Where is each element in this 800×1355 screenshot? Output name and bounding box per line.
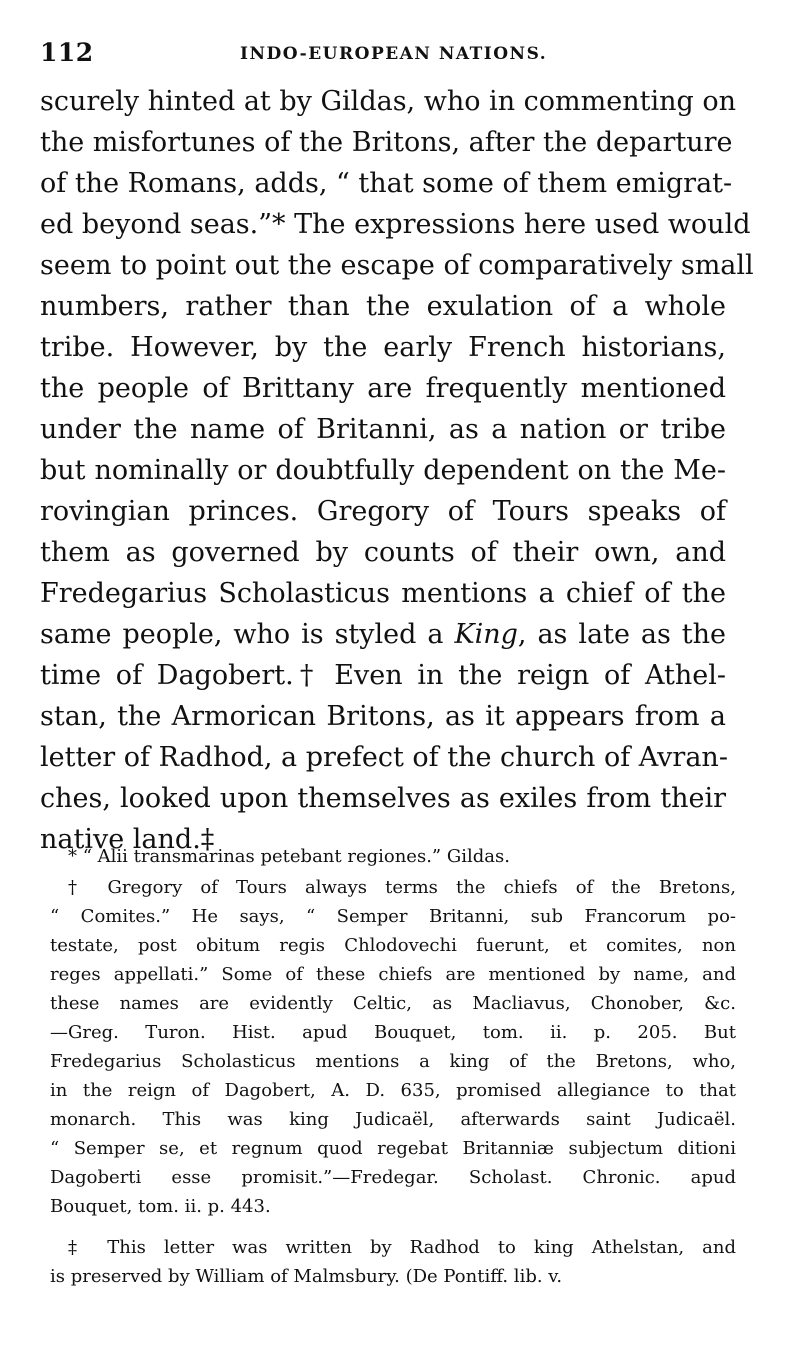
footnote-line: * “ Alii transmarinas petebant regiones.” Gildas.: [68, 846, 510, 867]
body-line: time of Dagobert.† Even in the reign of Athel-: [40, 660, 726, 691]
footnote-line: “ Semper se, et regnum quod regebat Britanniæ subjectum ditioni: [50, 1138, 736, 1159]
body-line: but nominally or doubtfully dependent on the Me-: [40, 455, 726, 486]
body-line: scurely hinted at by Gildas, who in commenting on: [40, 86, 737, 117]
body-line: Fredegarius Scholasticus mentions a chief of the: [40, 578, 726, 609]
body-line: the people of Brittany are frequently mentioned: [40, 373, 726, 404]
footnote-line: Dagoberti esse promisit.”—Fredegar. Scholast. Chronic. apud: [50, 1167, 736, 1188]
footnote-line: is preserved by William of Malmsbury. (De Pontiff. lib. v.: [50, 1266, 563, 1287]
body-line: stan, the Armorican Britons, as it appears from a: [40, 701, 726, 732]
footnote-line: Fredegarius Scholasticus mentions a king of the Bretons, who,: [50, 1051, 736, 1072]
footnote-line: † Gregory of Tours always terms the chiefs of the Bretons,: [68, 877, 736, 898]
footnote-line: —Greg. Turon. Hist. apud Bouquet, tom. ii. p. 205. But: [50, 1022, 736, 1043]
footnote-line: these names are evidently Celtic, as Macliavus, Chonober, &c.: [50, 993, 736, 1014]
body-line: ches, looked upon themselves as exiles from their: [40, 783, 726, 814]
body-line: under the name of Britanni, as a nation or tribe: [40, 414, 726, 445]
body-line: letter of Radhod, a prefect of the church of Avran-: [40, 742, 728, 773]
body-line: the misfortunes of the Britons, after the departure: [40, 127, 733, 158]
footnote-line: Bouquet, tom. ii. p. 443.: [50, 1196, 271, 1217]
body-line: native land.‡: [40, 824, 215, 855]
body-line: rovingian princes. Gregory of Tours speaks of: [40, 496, 726, 527]
footnote-line: testate, post obitum regis Chlodovechi fuerunt, et comites, non: [50, 935, 736, 956]
italic-word: King: [454, 619, 518, 650]
body-line: numbers, rather than the exulation of a whole: [40, 291, 726, 322]
footnote-line: “ Comites.” He says, “ Semper Britanni, sub Francorum po-: [50, 906, 736, 927]
body-line: tribe. However, by the early French historians,: [40, 332, 726, 363]
body-line: ed beyond seas.”* The expressions here used would: [40, 209, 751, 240]
running-title: INDO-EUROPEAN NATIONS.: [240, 44, 548, 64]
footnote-line: in the reign of Dagobert, A. D. 635, promised allegiance to that: [50, 1080, 736, 1101]
body-line: of the Romans, adds, “ that some of them emigrat-: [40, 168, 733, 199]
page-header: [40, 38, 760, 70]
body-line: them as governed by counts of their own, and: [40, 537, 726, 568]
body-line: same people, who is styled a King, as late as the: [40, 619, 726, 650]
body-line: seem to point out the escape of comparatively small: [40, 250, 754, 281]
footnote-line: reges appellati.” Some of these chiefs are mentioned by name, and: [50, 964, 736, 985]
footnote-line: monarch. This was king Judicaël, afterwards saint Judicaël.: [50, 1109, 736, 1130]
page-number: 112: [40, 38, 94, 67]
footnote-line: ‡ This letter was written by Radhod to king Athelstan, and: [68, 1237, 736, 1258]
